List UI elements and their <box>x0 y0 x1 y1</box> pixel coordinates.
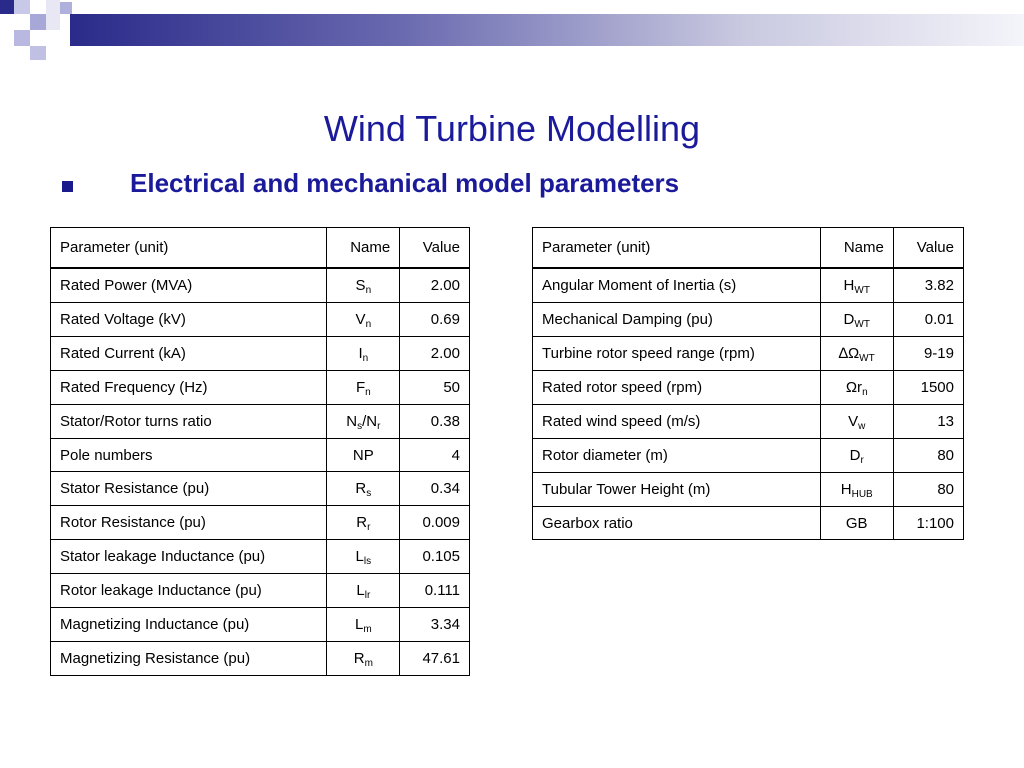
value-cell: 9-19 <box>893 337 963 371</box>
symbol-subscript: n <box>365 285 372 296</box>
parameter-cell: Rated rotor speed (rpm) <box>533 371 821 405</box>
table-row <box>51 405 470 439</box>
symbol-subscript: m <box>364 658 373 669</box>
parameter-cell: Rated wind speed (m/s) <box>533 405 821 439</box>
header-value: Value <box>400 228 470 269</box>
symbol-subscript: WT <box>854 319 870 330</box>
corner-square-low <box>30 46 46 60</box>
slide-title: Wind Turbine Modelling <box>323 108 701 149</box>
parameter-cell: Stator Resistance (pu) <box>51 472 327 506</box>
symbol-text: I <box>358 345 363 362</box>
parameter-cell: Magnetizing Resistance (pu) <box>51 642 327 676</box>
parameter-cell: Rated Frequency (Hz) <box>51 371 327 405</box>
corner-square-dark <box>0 0 14 14</box>
symbol-cell <box>820 268 893 303</box>
header-value: Value <box>893 228 963 269</box>
table-row <box>533 439 964 473</box>
symbol-subscript: ls <box>363 556 372 567</box>
parameter-cell: Rated Current (kA) <box>51 337 327 371</box>
symbol-text: Ωr <box>845 379 863 396</box>
symbol-subscript: n <box>365 319 372 330</box>
symbol-cell <box>327 506 400 540</box>
parameter-cell: Rated Voltage (kV) <box>51 303 327 337</box>
value-cell: 0.009 <box>400 506 470 540</box>
header-parameter: Parameter (unit) <box>51 228 327 269</box>
table-row <box>533 337 964 371</box>
parameter-cell: Gearbox ratio <box>533 507 821 540</box>
symbol-text: L <box>355 548 364 565</box>
parameter-cell: Rotor Resistance (pu) <box>51 506 327 540</box>
symbol-cell <box>327 439 400 472</box>
symbol-cell <box>820 439 893 473</box>
value-cell: 0.105 <box>400 540 470 574</box>
header-gradient-bar <box>70 14 1024 46</box>
table-header-row <box>51 228 470 269</box>
symbol-subscript: n <box>362 353 369 364</box>
table-row <box>51 337 470 371</box>
symbol-cell <box>820 507 893 540</box>
symbol-subscript: w <box>858 421 866 432</box>
symbol-cell <box>327 337 400 371</box>
symbol-cell <box>327 405 400 439</box>
value-cell: 50 <box>400 371 470 405</box>
symbol-cell <box>327 574 400 608</box>
symbol-subscript-2: r <box>377 421 381 432</box>
table-row <box>51 608 470 642</box>
value-cell: 3.34 <box>400 608 470 642</box>
symbol-cell <box>327 371 400 405</box>
symbol-cell <box>327 540 400 574</box>
value-cell: 1500 <box>893 371 963 405</box>
electrical-parameters-table <box>50 227 470 676</box>
table-row <box>51 371 470 405</box>
value-cell: 0.69 <box>400 303 470 337</box>
value-cell: 80 <box>893 473 963 507</box>
parameter-cell: Rated Power (MVA) <box>51 268 327 303</box>
table-row <box>51 439 470 472</box>
symbol-cell <box>327 472 400 506</box>
value-cell: 3.82 <box>893 268 963 303</box>
table-row <box>51 268 470 303</box>
symbol-subscript: HUB <box>851 489 873 500</box>
parameter-cell: Stator leakage Inductance (pu) <box>51 540 327 574</box>
value-cell: 13 <box>893 405 963 439</box>
symbol-subscript: WT <box>854 285 870 296</box>
symbol-text: GB <box>845 514 868 532</box>
symbol-cell <box>327 608 400 642</box>
symbol-text: N <box>346 413 358 430</box>
symbol-cell <box>820 473 893 507</box>
table-row <box>51 472 470 506</box>
symbol-text: H <box>843 277 855 294</box>
value-cell: 47.61 <box>400 642 470 676</box>
symbol-cell <box>820 337 893 371</box>
table-row <box>533 268 964 303</box>
symbol-text: L <box>356 582 365 599</box>
table-row <box>51 540 470 574</box>
symbol-cell <box>820 371 893 405</box>
table-row <box>533 507 964 540</box>
symbol-subscript: s <box>357 421 363 432</box>
symbol-subscript: s <box>366 488 372 499</box>
table-header-row <box>533 228 964 269</box>
table-row <box>51 303 470 337</box>
corner-square-edge <box>60 2 72 14</box>
table-row <box>533 371 964 405</box>
symbol-cell <box>327 268 400 303</box>
symbol-text: H <box>840 481 852 498</box>
symbol-text: S <box>355 277 366 294</box>
symbol-cell <box>820 405 893 439</box>
value-cell: 0.38 <box>400 405 470 439</box>
symbol-cell <box>327 303 400 337</box>
symbol-text: L <box>355 616 364 633</box>
bullet-square-icon <box>62 181 73 192</box>
header-name: Name <box>820 228 893 269</box>
symbol-text: F <box>355 379 366 396</box>
symbol-text: R <box>356 514 368 531</box>
corner-square-light <box>14 0 30 14</box>
header-name: Name <box>327 228 400 269</box>
symbol-subscript: r <box>367 522 371 533</box>
header-parameter: Parameter (unit) <box>533 228 821 269</box>
corner-square-small <box>14 30 30 46</box>
value-cell: 0.34 <box>400 472 470 506</box>
table-row <box>51 642 470 676</box>
symbol-subscript: lr <box>364 590 371 601</box>
symbol-subscript: n <box>862 387 868 398</box>
corner-square-white <box>46 0 60 30</box>
symbol-text: D <box>843 311 855 328</box>
value-cell: 80 <box>893 439 963 473</box>
table-row <box>533 405 964 439</box>
slide-subtitle: Electrical and mechanical model parameters <box>130 168 680 198</box>
symbol-text: ∆Ω <box>838 345 860 362</box>
table-row <box>51 506 470 540</box>
value-cell: 1:100 <box>893 507 963 540</box>
value-cell: 2.00 <box>400 337 470 371</box>
symbol-text: V <box>355 311 366 328</box>
corner-square-mid <box>30 14 46 30</box>
table-row <box>533 473 964 507</box>
symbol-text: NP <box>352 446 374 464</box>
parameter-cell: Mechanical Damping (pu) <box>533 303 821 337</box>
symbol-text-2: /N <box>362 413 378 430</box>
symbol-subscript: WT <box>859 353 875 364</box>
symbol-cell <box>327 642 400 676</box>
parameter-cell: Rotor leakage Inductance (pu) <box>51 574 327 608</box>
symbol-text: R <box>353 650 365 667</box>
symbol-text: R <box>355 480 367 497</box>
parameter-cell: Rotor diameter (m) <box>533 439 821 473</box>
symbol-text: V <box>848 413 859 430</box>
symbol-cell <box>820 303 893 337</box>
parameter-cell: Tubular Tower Height (m) <box>533 473 821 507</box>
value-cell: 2.00 <box>400 268 470 303</box>
table-row <box>533 303 964 337</box>
value-cell: 0.01 <box>893 303 963 337</box>
value-cell: 4 <box>400 439 470 472</box>
parameter-cell: Pole numbers <box>51 439 327 472</box>
parameter-cell: Angular Moment of Inertia (s) <box>533 268 821 303</box>
mechanical-parameters-table <box>532 227 964 540</box>
symbol-subscript: m <box>363 624 372 635</box>
value-cell: 0.111 <box>400 574 470 608</box>
parameter-cell: Turbine rotor speed range (rpm) <box>533 337 821 371</box>
symbol-subscript: r <box>860 455 864 466</box>
symbol-subscript: n <box>365 387 371 398</box>
symbol-text: D <box>849 447 861 464</box>
parameter-cell: Magnetizing Inductance (pu) <box>51 608 327 642</box>
parameter-cell: Stator/Rotor turns ratio <box>51 405 327 439</box>
table-row <box>51 574 470 608</box>
